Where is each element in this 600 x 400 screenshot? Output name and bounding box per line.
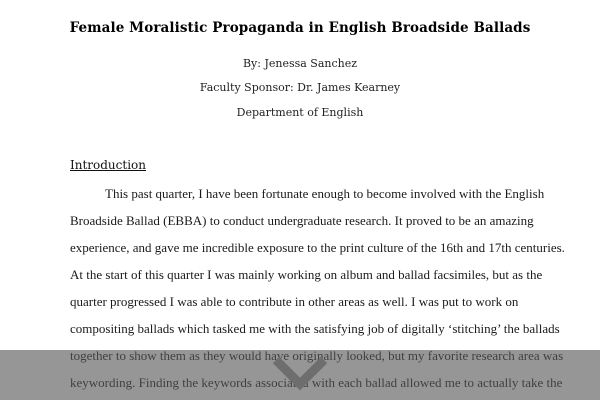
body-line: quarter progressed I was able to contribute in other areas as well. I was put to work on	[70, 294, 519, 309]
author-line: By: Jenessa Sanchez	[242, 57, 358, 70]
body-line: At the start of this quarter I was mainly working on album and ballad facsimiles, but as the	[70, 267, 543, 282]
body-line: This past quarter, I have been fortunate enough to become involved with the English	[105, 186, 545, 201]
document-title: Female Moralistic Propaganda in English Broadside Ballads	[69, 20, 531, 36]
department-line: Department of English	[236, 106, 364, 119]
sponsor-line: Faculty Sponsor: Dr. James Kearney	[199, 81, 401, 94]
body-line: Broadside Ballad (EBBA) to conduct undergraduate research. It proved to be an amazing	[70, 213, 534, 228]
body-line: experience, and gave me incredible exposure to the print culture of the 16th and 17th centuries.	[70, 240, 565, 255]
body-line: compositing ballads which tasked me with the satisfying job of digitally ‘stitching’ the ballads	[70, 321, 560, 336]
section-heading: Introduction	[70, 158, 146, 172]
chevron-down-icon[interactable]	[270, 352, 330, 392]
